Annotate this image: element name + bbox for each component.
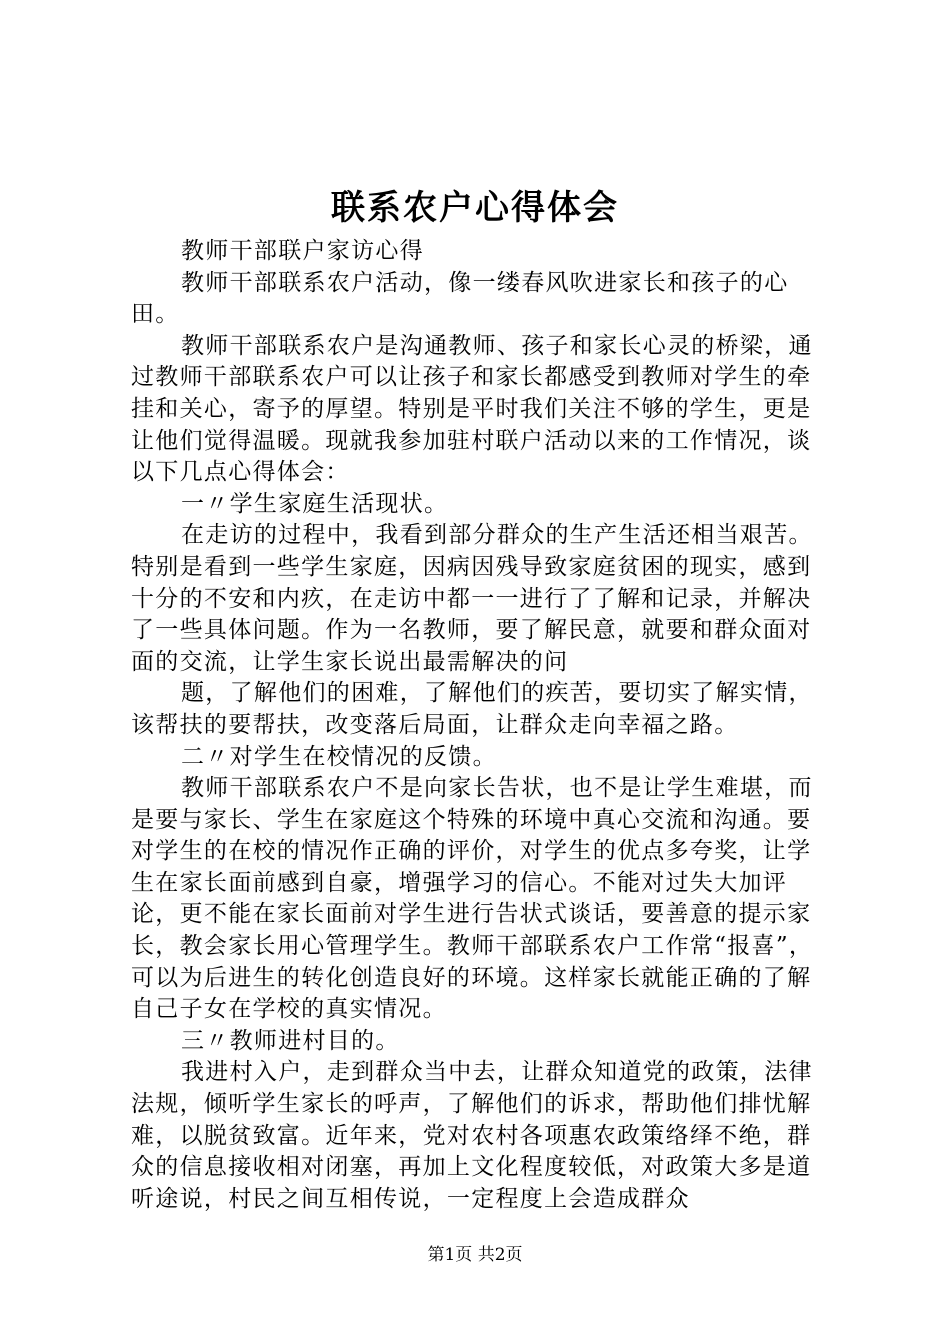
page-number-footer: 第1页 共2页	[427, 1245, 523, 1265]
document-body	[131, 236, 831, 1215]
paragraph-purpose: 我进村入户，走到群众当中去，让群众知道党的政策，法律法规，倾听学生家长的呼声，了解他们的诉求，帮助他们排忧解难，以脱贫致富。近年来，党对农村各项惠农政策络绎不绝，群众的信息接收相对闭塞，再加上文化程度较低，对政策大多是道听途说，村民之间互相传说，一定程度上会造成群众	[131, 1059, 813, 1212]
section-heading-1: 一〃学生家庭生活现状。	[181, 490, 449, 517]
paragraph-feedback: 教师干部联系农户不是向家长告状，也不是让学生难堪，而是要与家长、学生在家庭这个特殊的环境中真心交流和沟通。要对学生的在校的情况作正确的评价，对学生的优点多夸奖，让学生在家长面前感到自豪，增强学习的信心。不能对过失大加评论，更不能在家长面前对学生进行告状式谈话，要善意的提示家长，教会家长用心管理学生。教师干部联系农户工作常“报喜”，可以为后进生的转化创造良好的环境。这样家长就能正确的了解自己子女在学校的真实情况。	[131, 775, 814, 1023]
paragraph-visit-continued: 题，了解他们的困难，了解他们的疾苦，要切实了解实情，该帮扶的要帮扶，改变落后局面，让群众走向幸福之路。	[131, 680, 813, 738]
section-heading-3: 三〃教师进村目的。	[181, 1027, 400, 1054]
paragraph-intro: 教师干部联系农户活动，像一缕春风吹进家长和孩子的心田。	[131, 269, 789, 328]
document-title: 联系农户心得体会	[331, 188, 619, 228]
section-heading-2: 二〃对学生在校情况的反馈。	[181, 743, 497, 770]
paragraph-subtitle: 教师干部联户家访心得	[181, 238, 424, 264]
paragraph-bridge: 教师干部联系农户是沟通教师、孩子和家长心灵的桥梁，通过教师干部联系农户可以让孩子和家长都感受到教师对学生的牵挂和关心，寄予的厚望。特别是平时我们关注不够的学生，更是让他们觉得温暖。现就我参加驻村联户活动以来的工作情况，谈以下几点心得体会：	[131, 332, 813, 486]
paragraph-visit: 在走访的过程中，我看到部分群众的生产生活还相当艰苦。特别是看到一些学生家庭，因病因残导致家庭贫困的现实，感到十分的不安和内疚，在走访中都一一进行了了解和记录，并解决了一些具体问题。作为一名教师，要了解民意，就要和群众面对面的交流，让学生家长说出最需解决的问	[131, 522, 813, 675]
